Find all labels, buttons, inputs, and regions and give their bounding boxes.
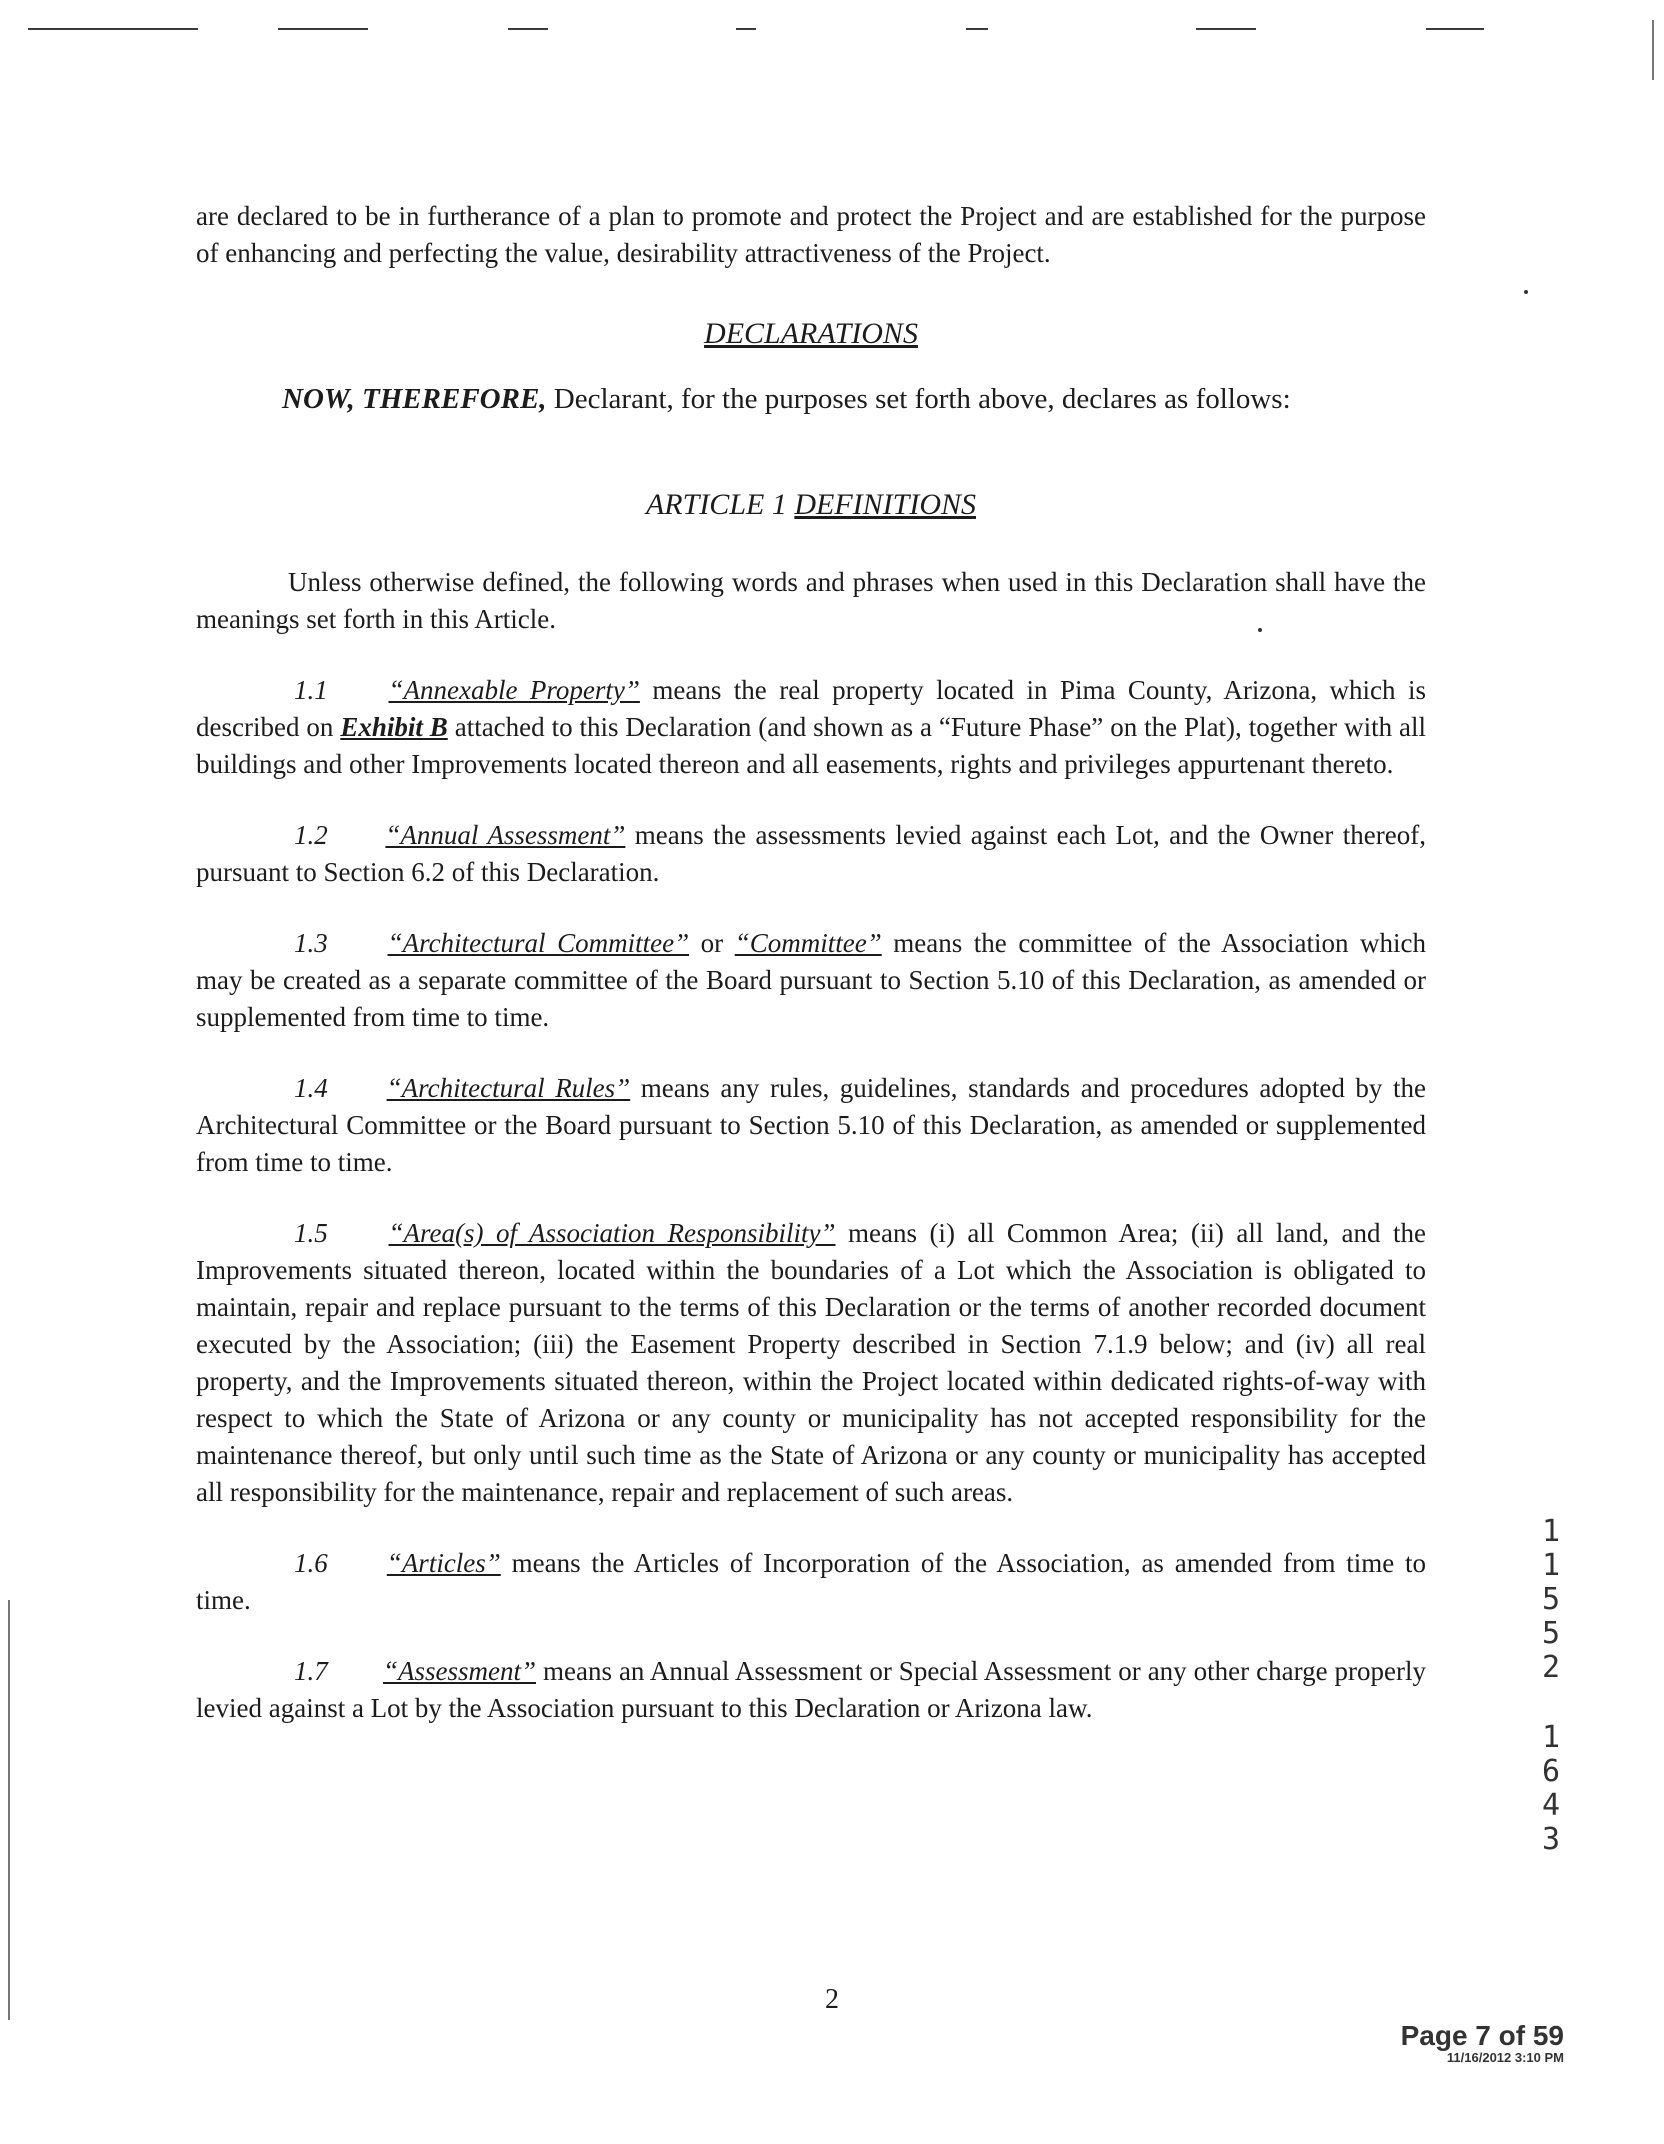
definition-1-7 xyxy=(196,1653,1426,1727)
recording-datetime: 11/16/2012 3:10 PM xyxy=(1446,2050,1564,2065)
scan-edge xyxy=(8,1600,10,2020)
article-title: DEFINITIONS xyxy=(794,488,976,521)
definition-text-cont: attached to this Declaration (and shown as a “Future Phase” on the Plat), together with all buildings and other Improvements located thereon and all easements, rights and privileges appurtenant thereto. xyxy=(196,712,1427,779)
definition-text: means an Annual Assessment or Special Assessment or any other charge properly levied against a Lot by the Association pursuant to this Declaration or Arizona law. xyxy=(196,1656,1427,1723)
definition-term: “Area(s) of Association Responsibility” xyxy=(388,1218,836,1248)
definition-term: “Assessment” xyxy=(382,1656,537,1686)
page-number: 2 xyxy=(825,1984,839,2015)
definition-term: “Architectural Rules” xyxy=(386,1073,631,1103)
recording-digit: 3 xyxy=(1541,1822,1561,1857)
recording-digit: 2 xyxy=(1541,1650,1561,1685)
scan-mark xyxy=(278,28,368,30)
definition-number: 1.1 xyxy=(294,675,328,705)
definition-or: or xyxy=(689,928,735,958)
recording-gap xyxy=(1536,1685,1566,1721)
definition-1-6 xyxy=(196,1545,1426,1619)
recording-digit: 5 xyxy=(1541,1616,1561,1651)
scan-mark xyxy=(28,28,198,30)
definition-term: “Annual Assessment” xyxy=(385,820,626,850)
recording-digit: 4 xyxy=(1541,1788,1561,1823)
recording-digit: 1 xyxy=(1541,1514,1561,1549)
scan-edge xyxy=(1652,20,1654,80)
definition-number: 1.4 xyxy=(294,1073,328,1103)
recording-digit: 6 xyxy=(1541,1754,1561,1789)
article-intro: Unless otherwise defined, the following words and phrases when used in this Declaration shall have the meanings set forth in this Article. xyxy=(196,567,1426,634)
article-heading xyxy=(196,488,1426,522)
scan-speck xyxy=(1524,290,1528,294)
article-prefix: ARTICLE 1 xyxy=(645,488,795,521)
definition-text: means the real property located in Pima County, Arizona, which is described on xyxy=(196,675,1427,742)
definition-term: “Annexable Property” xyxy=(388,675,640,705)
definition-number: 1.6 xyxy=(294,1548,328,1578)
scan-mark xyxy=(1196,28,1256,30)
page-count-label: Page 7 of 59 xyxy=(1400,2020,1564,2051)
definition-text: means (i) all Common Area; (ii) all land, and the Improvements situated thereon, located within the boundaries of a Lot which the Association is obligated to maintain, repair and replace pursuant to the terms of this Declaration or the terms of another recorded document executed by the Association; (iii) the Easement Property described in Section 7.1.9 below; and (iv) all real property, and the Improvements situated thereon, within the Project located within dedicated rights-of-way with respect to which the State of Arizona or any county or municipality has not accepted responsibility for the maintenance thereof, but only until such time as the State of Arizona or any county or municipality has accepted all responsibility for the maintenance, repair and replacement of such areas. xyxy=(196,1218,1427,1507)
scan-mark xyxy=(966,28,988,30)
definition-term: “Articles” xyxy=(386,1548,501,1578)
recording-digit: 1 xyxy=(1541,1548,1561,1583)
definition-1-2 xyxy=(196,817,1426,891)
definition-number: 1.3 xyxy=(294,928,328,958)
definition-term: “Architectural Committee” xyxy=(387,928,690,958)
recording-number xyxy=(1536,1515,1566,1857)
declarations-heading: DECLARATIONS xyxy=(704,317,918,350)
definition-1-4 xyxy=(196,1070,1426,1181)
definition-term-alt: “Committee” xyxy=(734,928,882,958)
scan-mark xyxy=(1426,28,1484,30)
recorder-stamp xyxy=(1401,2020,1564,2065)
definition-1-1 xyxy=(196,672,1426,783)
document-body xyxy=(196,190,1426,1727)
now-therefore-text: Declarant, for the purposes set forth above, declares as follows: xyxy=(546,383,1291,415)
definition-number: 1.5 xyxy=(294,1218,328,1248)
recording-digit: 5 xyxy=(1541,1582,1561,1617)
recording-digit: 1 xyxy=(1541,1720,1561,1755)
definition-1-3 xyxy=(196,925,1426,1036)
definition-text: means the assessments levied against each Lot, and the Owner thereof, pursuant to Section 6.2 of this Declaration. xyxy=(196,820,1427,887)
exhibit-reference: Exhibit B xyxy=(340,712,448,742)
definition-number: 1.2 xyxy=(294,820,328,850)
intro-paragraph: are declared to be in furtherance of a plan to promote and protect the Project and are established for the purpose of enhancing and perfecting the value, desirability attractiveness of the Project. xyxy=(196,201,1426,268)
definition-text: means any rules, guidelines, standards and procedures adopted by the Architectural Committee or the Board pursuant to Section 5.10 of this Declaration, as amended or supplemented from time to time. xyxy=(196,1073,1427,1177)
definition-1-5 xyxy=(196,1215,1426,1511)
now-therefore-lead: NOW, THEREFORE, xyxy=(282,383,547,415)
scan-mark xyxy=(736,28,756,30)
now-therefore-paragraph xyxy=(196,381,1426,418)
definition-number: 1.7 xyxy=(294,1656,328,1686)
definition-text: means the committee of the Association which may be created as a separate committee of the Board pursuant to Section 5.10 of this Declaration, as amended or supplemented from time to time. xyxy=(196,928,1426,1032)
scan-mark xyxy=(508,28,548,30)
definition-text: means the Articles of Incorporation of the Association, as amended from time to time. xyxy=(196,1548,1427,1615)
